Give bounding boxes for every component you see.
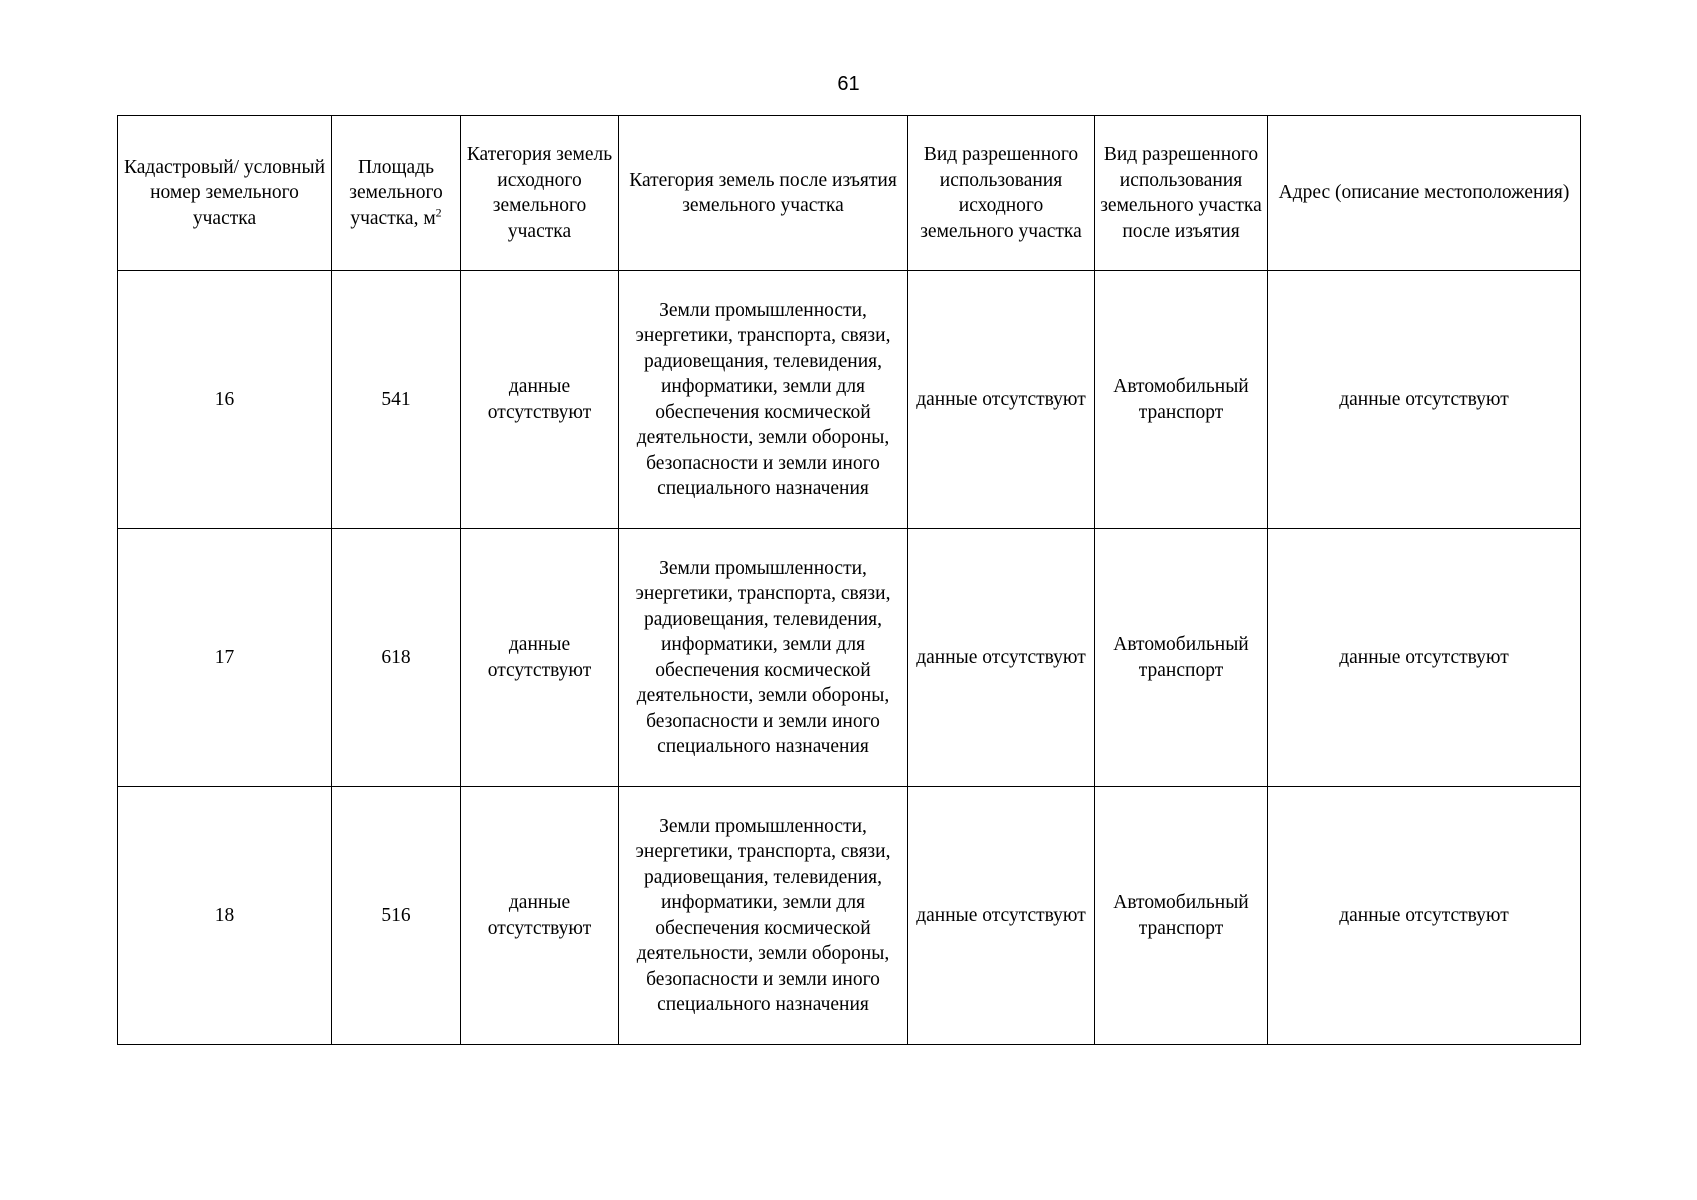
table-row bbox=[118, 529, 1581, 787]
cell-address: данные отсутствуют bbox=[1268, 787, 1581, 1045]
cell-use-before: данные отсутствуют bbox=[908, 529, 1095, 787]
cell-cadastral-number: 17 bbox=[118, 529, 332, 787]
cell-address: данные отсутствуют bbox=[1268, 529, 1581, 787]
header-use-before: Вид разрешенного использования исходного земельного участка bbox=[908, 116, 1095, 271]
cell-cadastral-number: 18 bbox=[118, 787, 332, 1045]
cell-area: 516 bbox=[332, 787, 461, 1045]
cell-category-before: данные отсутствуют bbox=[461, 787, 619, 1045]
header-area bbox=[332, 116, 461, 271]
land-plots-table bbox=[117, 115, 1581, 1045]
cell-category-after: Земли промышленности, энергетики, транспорта, связи, радиовещания, телевидения, информатики, земли для обеспечения космической деятельности, земли обороны, безопасности и земли иного специального назначения bbox=[619, 271, 908, 529]
header-category-after: Категория земель после изъятия земельного участка bbox=[619, 116, 908, 271]
header-category-before: Категория земель исходного земельного участка bbox=[461, 116, 619, 271]
header-row bbox=[118, 116, 1581, 271]
page-number: 61 bbox=[837, 73, 860, 95]
cell-use-after: Автомобильный транспорт bbox=[1095, 529, 1268, 787]
header-address: Адрес (описание местоположения) bbox=[1268, 116, 1581, 271]
cell-use-before: данные отсутствуют bbox=[908, 271, 1095, 529]
cell-address: данные отсутствуют bbox=[1268, 271, 1581, 529]
cell-category-before: данные отсутствуют bbox=[461, 529, 619, 787]
cell-category-after: Земли промышленности, энергетики, транспорта, связи, радиовещания, телевидения, информатики, земли для обеспечения космической деятельности, земли обороны, безопасности и земли иного специального назначения bbox=[619, 529, 908, 787]
header-cadastral-number: Кадастровый/ условный номер земельного участка bbox=[118, 116, 332, 271]
table-row bbox=[118, 271, 1581, 529]
header-area-label: Площадь земельного участка, м bbox=[349, 156, 443, 229]
header-area-superscript: 2 bbox=[435, 205, 442, 220]
cell-use-before: данные отсутствуют bbox=[908, 787, 1095, 1045]
cell-category-before: данные отсутствуют bbox=[461, 271, 619, 529]
cell-use-after: Автомобильный транспорт bbox=[1095, 271, 1268, 529]
header-use-after: Вид разрешенного использования земельного участка после изъятия bbox=[1095, 116, 1268, 271]
cell-area: 618 bbox=[332, 529, 461, 787]
table-header bbox=[118, 116, 1581, 271]
cell-area: 541 bbox=[332, 271, 461, 529]
cell-category-after: Земли промышленности, энергетики, транспорта, связи, радиовещания, телевидения, информатики, земли для обеспечения космической деятельности, земли обороны, безопасности и земли иного специального назначения bbox=[619, 787, 908, 1045]
cell-cadastral-number: 16 bbox=[118, 271, 332, 529]
cell-use-after: Автомобильный транспорт bbox=[1095, 787, 1268, 1045]
table-body bbox=[118, 271, 1581, 1045]
table-row bbox=[118, 787, 1581, 1045]
